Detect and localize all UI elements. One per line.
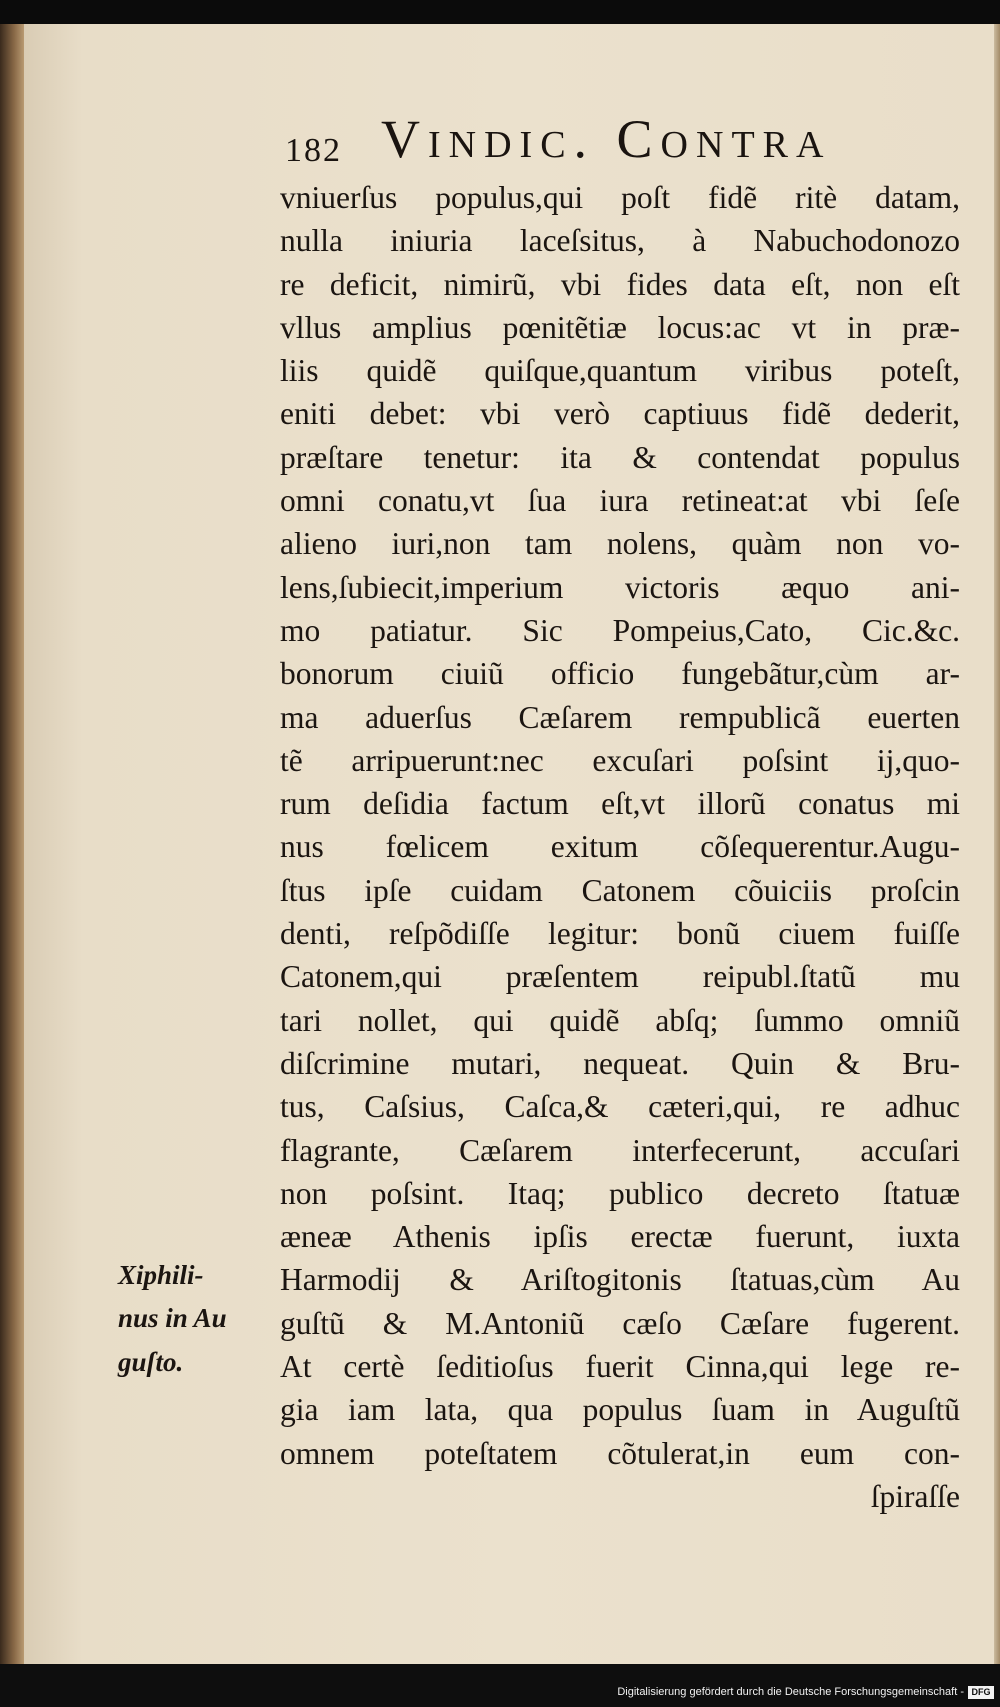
text-line: mo patiatur. Sic Pompeius,Cato, Cic.&c. xyxy=(280,612,960,648)
page-header xyxy=(285,108,905,180)
text-line: non poſsint. Itaq; publico decreto ſtatuæ xyxy=(280,1175,960,1211)
catchword: ſpiraſſe xyxy=(870,1478,960,1514)
text-line: Catonem,qui præſentem reipubl.ſtatũ mu xyxy=(280,959,960,995)
text-line: tus, Caſsius, Caſca,& cæteri,qui, re adhuc xyxy=(280,1089,960,1125)
text-line: alieno iuri,non tam nolens, quàm non vo- xyxy=(280,526,960,562)
text-line: omni conatu,vt ſua iura retineat:at vbi ſeſe xyxy=(280,483,960,519)
text-line: ma aduerſus Cæſarem rempublicã euerten xyxy=(280,699,960,735)
text-line: flagrante, Cæſarem interfecerunt, accuſari xyxy=(280,1132,960,1168)
text-line: tari nollet, qui quidẽ abſq; ſummo omniũ xyxy=(280,1002,960,1038)
text-line: diſcrimine mutari, nequeat. Quin & Bru- xyxy=(280,1045,960,1081)
text-line: At certè ſeditioſus fuerit Cinna,qui lege re- xyxy=(280,1349,960,1385)
page-number: 182 xyxy=(285,132,342,169)
marginal-note-line: Xiphili- xyxy=(118,1260,204,1290)
text-line: nulla iniuria laceſsitus, à Nabuchodonozo xyxy=(280,223,960,259)
text-line: omnem poteſtatem cõtulerat,in eum con- xyxy=(280,1435,960,1471)
marginal-note-line: nus in Au xyxy=(118,1303,227,1334)
book-spine-edge xyxy=(0,24,24,1664)
text-line: lens,ſubiecit,imperium victoris æquo ani- xyxy=(280,569,960,605)
scan-top-border xyxy=(0,0,1000,26)
text-line: vniuerſus populus,qui poſt fidẽ ritè datam, xyxy=(280,180,960,215)
text-line: Harmodij & Ariſtogitonis ſtatuas,cùm Au xyxy=(280,1262,960,1298)
text-line: guſtũ & M.Antoniũ cæſo Cæſare fugerent. xyxy=(280,1305,960,1341)
text-line: ſtus ipſe cuidam Catonem cõuiciis proſcin xyxy=(280,872,960,908)
text-line: æneæ Athenis ipſis erectæ fuerunt, iuxta xyxy=(280,1219,960,1255)
text-line: denti, reſpõdiſſe legitur: bonũ ciuem fuiſſe xyxy=(280,916,960,952)
text-line: liis quidẽ quiſque,quantum viribus poteſt, xyxy=(280,353,960,389)
digitization-credit: Digitalisierung gefördert durch die Deutsche Forschungsgemeinschaft - xyxy=(617,1686,964,1698)
text-line: rum deſidia factum eſt,vt illorũ conatus mi xyxy=(280,786,960,822)
text-line: tẽ arripuerunt:nec excuſari poſsint ij,quo- xyxy=(280,742,960,778)
text-line: gia iam lata, qua populus ſuam in Auguſtũ xyxy=(280,1392,960,1428)
text-line: præſtare tenetur: ita & contendat populus xyxy=(280,439,960,475)
text-line: nus fœlicem exitum cõſequerentur.Augu- xyxy=(280,829,960,865)
dfg-logo-icon: DFG xyxy=(968,1686,994,1699)
text-line: vllus amplius pœnitẽtiæ locus:ac vt in præ- xyxy=(280,309,960,345)
marginal-note-line: guſto. xyxy=(118,1346,184,1377)
text-line: bonorum ciuiũ officio fungebãtur,cùm ar- xyxy=(280,656,960,692)
text-line: re deficit, nimirũ, vbi fides data eſt, non eſt xyxy=(280,266,960,302)
body-text xyxy=(280,176,960,1518)
running-title: Vindic. Contra xyxy=(381,109,832,169)
text-line: eniti debet: vbi verò captiuus fidẽ dederit, xyxy=(280,396,960,432)
marginal-note xyxy=(118,1254,268,1384)
